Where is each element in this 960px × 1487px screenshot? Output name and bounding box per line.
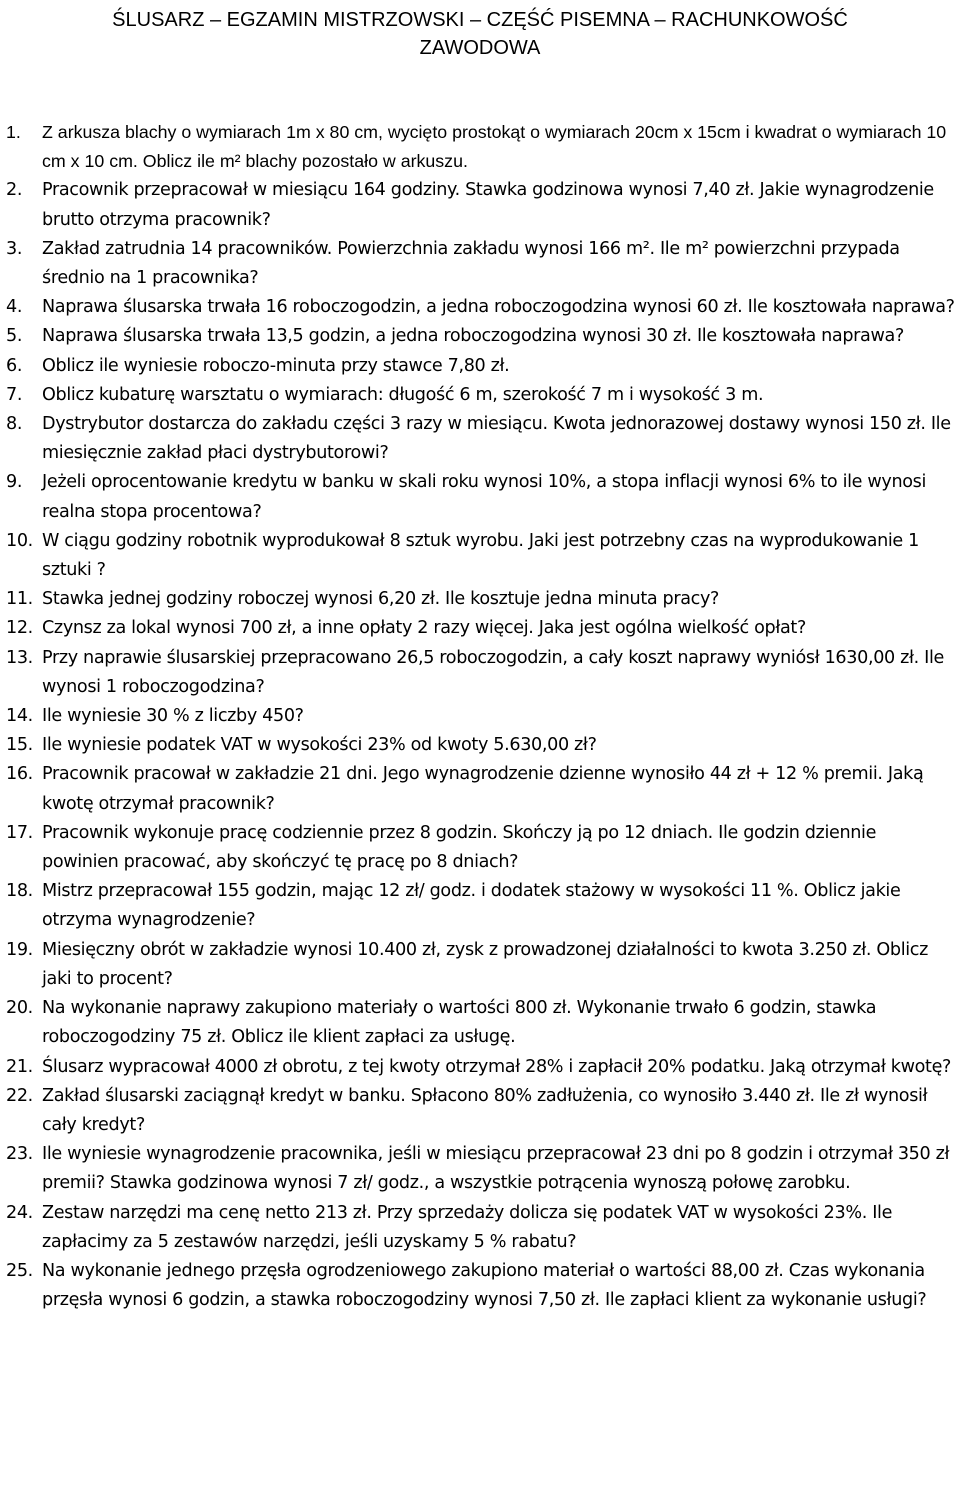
question-number: 8. xyxy=(6,414,23,435)
question-number: 15. xyxy=(6,735,33,756)
list-item xyxy=(0,936,960,994)
question-text: W ciągu godziny robotnik wyprodukował 8 sztuk wyrobu. Jaki jest potrzebny czas na wyprodukowanie 1 sztuki ? xyxy=(42,530,919,581)
question-number: 18. xyxy=(6,881,33,902)
question-text: Pracownik przepracował w miesiącu 164 godziny. Stawka godzinowa wynosi 7,40 zł. Jakie wynagrodzenie brutto otrzyma pracownik? xyxy=(42,180,934,230)
question-number: 19. xyxy=(6,939,33,960)
question-number: 21. xyxy=(6,1056,33,1077)
list-item xyxy=(0,1082,960,1140)
list-item xyxy=(0,410,960,468)
list-item xyxy=(0,235,960,293)
question-text: Oblicz kubaturę warsztatu o wymiarach: długość 6 m, szerokość 7 m i wysokość 3 m. xyxy=(42,384,764,405)
list-item xyxy=(0,702,960,731)
title-line-1: ŚLUSARZ – EGZAMIN MISTRZOWSKI – CZĘŚĆ PISEMNA – RACHUNKOWOŚĆ xyxy=(112,9,848,31)
question-text: Dystrybutor dostarcza do zakładu części 3 razy w miesiącu. Kwota jednorazowej dostawy wynosi 150 zł. Ile miesięcznie zakład płaci dystrybutorowi? xyxy=(42,414,951,464)
question-text: Mistrz przepracował 155 godzin, mając 12 zł/ godz. i dodatek stażowy w wysokości 11 %. Oblicz jakie otrzyma wynagrodzenie? xyxy=(42,881,901,931)
list-item xyxy=(0,293,960,322)
list-item xyxy=(0,877,960,935)
question-number: 2. xyxy=(6,180,23,201)
list-item xyxy=(0,731,960,760)
list-item xyxy=(0,585,960,614)
question-text: Stawka jednej godziny roboczej wynosi 6,20 zł. Ile kosztuje jedna minuta pracy? xyxy=(42,589,720,610)
question-number: 23. xyxy=(6,1144,33,1165)
question-text: Ślusarz wypracował 4000 zł obrotu, z tej kwoty otrzymał 28% i zapłacił 20% podatku. Jaką otrzymał kwotę? xyxy=(42,1056,952,1077)
question-number: 13. xyxy=(6,647,33,668)
question-number: 22. xyxy=(6,1085,33,1106)
question-text: Na wykonanie jednego przęsła ogrodzeniowego zakupiono materiał o wartości 88,00 zł. Czas wykonania przęsła wynosi 6 godzin, a stawka roboczogodziny wynosi 7,50 zł. Ile zapłaci klient za wykonanie usługi? xyxy=(42,1260,927,1311)
list-item xyxy=(0,352,960,381)
question-number: 9. xyxy=(6,472,23,493)
question-text: Miesięczny obrót w zakładzie wynosi 10.400 zł, zysk z prowadzonej działalności to kwota 3.250 zł. Oblicz jaki to procent? xyxy=(42,939,929,989)
list-item xyxy=(0,760,960,818)
list-item xyxy=(0,1053,960,1082)
question-text: Zestaw narzędzi ma cenę netto 213 zł. Przy sprzedaży dolicza się podatek VAT w wysokości 23%. Ile zapłacimy za 5 zestawów narzędzi, jeśli uzyskamy 5 % rabatu? xyxy=(42,1202,893,1252)
question-number: 24. xyxy=(6,1202,33,1223)
question-number: 6. xyxy=(6,355,23,376)
question-text: Oblicz ile wyniesie roboczo-minuta przy stawce 7,80 zł. xyxy=(42,355,510,376)
question-number: 4. xyxy=(6,297,23,318)
question-number: 1. xyxy=(6,122,21,142)
question-number: 10. xyxy=(6,530,33,551)
question-number: 17. xyxy=(6,822,33,843)
question-text: Ile wyniesie 30 % z liczby 450? xyxy=(42,706,304,727)
question-number: 25. xyxy=(6,1260,33,1281)
list-item xyxy=(0,1257,960,1315)
question-number: 12. xyxy=(6,618,33,639)
question-text: Czynsz za lokal wynosi 700 zł, a inne opłaty 2 razy więcej. Jaka jest ogólna wielkość opłat? xyxy=(42,618,806,639)
question-text: Przy naprawie ślusarskiej przepracowano 26,5 roboczogodzin, a cały koszt naprawy wyniósł 1630,00 zł. Ile wynosi 1 roboczogodzina? xyxy=(42,647,945,697)
question-number: 20. xyxy=(6,998,33,1019)
list-item xyxy=(0,176,960,234)
question-number: 3. xyxy=(6,238,23,259)
question-text: Z arkusza blachy o wymiarach 1m x 80 cm, wycięto prostokąt o wymiarach 20cm x 15cm i kwadrat o wymiarach 10 cm x 10 cm. Oblicz ile m² blachy pozostało w arkuszu. xyxy=(42,122,947,172)
question-text: Pracownik pracował w zakładzie 21 dni. Jego wynagrodzenie dzienne wynosiło 44 zł + 12 % premii. Jaką kwotę otrzymał pracownik? xyxy=(42,764,924,814)
list-item xyxy=(0,644,960,702)
question-text: Zakład ślusarski zaciągnął kredyt w banku. Spłacono 80% zadłużenia, co wynosiło 3.440 zł. Ile zł wynosił cały kredyt? xyxy=(42,1085,928,1135)
question-text: Jeżeli oprocentowanie kredytu w banku w skali roku wynosi 10%, a stopa inflacji wynosi 6% to ile wynosi realna stopa procentowa? xyxy=(42,472,927,522)
question-number: 11. xyxy=(6,589,33,610)
list-item xyxy=(0,468,960,526)
list-item xyxy=(0,819,960,877)
page-title xyxy=(0,6,960,62)
question-text: Pracownik wykonuje pracę codziennie przez 8 godzin. Skończy ją po 12 dniach. Ile godzin dziennie powinien pracować, aby skończyć tę pracę po 8 dniach? xyxy=(42,822,877,873)
question-text: Na wykonanie naprawy zakupiono materiały o wartości 800 zł. Wykonanie trwało 6 godzin, stawka roboczogodziny 75 zł. Oblicz ile klient zapłaci za usługę. xyxy=(42,998,877,1048)
list-item xyxy=(0,527,960,585)
question-text: Naprawa ślusarska trwała 13,5 godzin, a jedna roboczogodzina wynosi 30 zł. Ile kosztowała naprawa? xyxy=(42,326,904,347)
question-text: Ile wyniesie podatek VAT w wysokości 23% od kwoty 5.630,00 zł? xyxy=(42,735,597,756)
question-list xyxy=(0,118,960,1315)
title-line-2: ZAWODOWA xyxy=(419,37,541,59)
question-number: 16. xyxy=(6,764,33,785)
question-number: 7. xyxy=(6,384,23,405)
list-item xyxy=(0,1140,960,1198)
list-item xyxy=(0,118,960,176)
list-item xyxy=(0,322,960,351)
list-item xyxy=(0,381,960,410)
question-text: Naprawa ślusarska trwała 16 roboczogodzin, a jedna roboczogodzina wynosi 60 zł. Ile kosztowała naprawa? xyxy=(42,297,955,318)
list-item xyxy=(0,994,960,1052)
question-number: 5. xyxy=(6,326,23,347)
list-item xyxy=(0,614,960,643)
question-text: Zakład zatrudnia 14 pracowników. Powierzchnia zakładu wynosi 166 m². Ile m² powierzchni przypada średnio na 1 pracownika? xyxy=(42,238,900,289)
list-item xyxy=(0,1199,960,1257)
question-number: 14. xyxy=(6,706,33,727)
question-text: Ile wyniesie wynagrodzenie pracownika, jeśli w miesiącu przepracował 23 dni po 8 godzin i otrzymał 350 zł premii? Stawka godzinowa wynosi 7 zł/ godz., a wszystkie potrącenia wynoszą połowę zarobku. xyxy=(42,1144,950,1194)
